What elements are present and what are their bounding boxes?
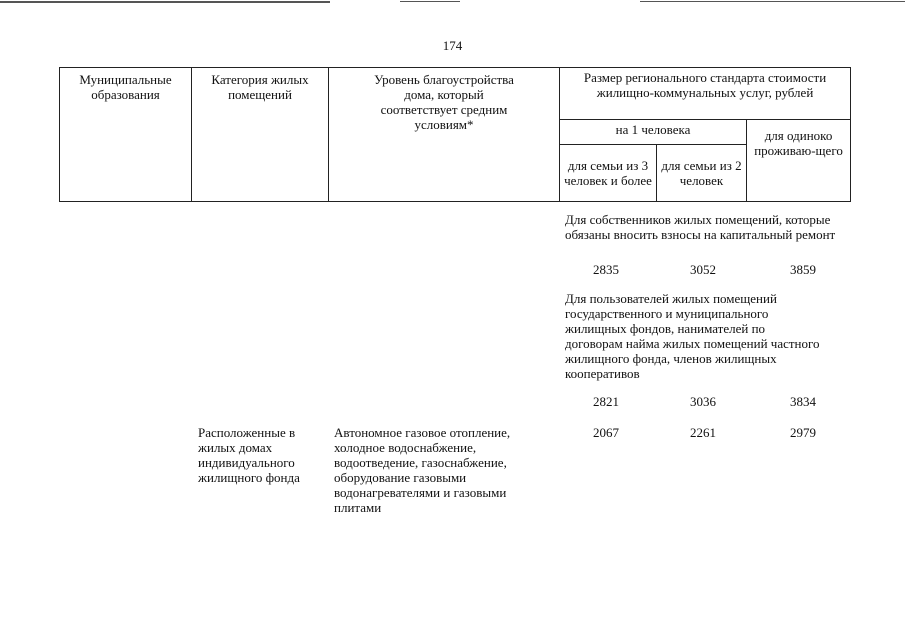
value-owners-single: 3859 [790, 262, 816, 277]
header-size: Размер регионального стандарта стоимости жилищно-коммунальных услуг, рублей [560, 68, 851, 120]
header-category: Категория жилых помещений [192, 68, 329, 202]
header-level [329, 68, 560, 202]
value-row-single: 2979 [790, 425, 816, 440]
section-heading-owners: Для собственников жилых помещений, которые обязаны вносить взносы на капитальный ремонт [565, 212, 836, 242]
header-family3: для семьи из 3 человек и более [560, 145, 657, 202]
header-family2: для семьи из 2 человек [657, 145, 747, 202]
value-row-family3: 2067 [593, 425, 619, 440]
header-level-line1: Уровень благоустройства дома, который [374, 72, 514, 102]
header-single: для одиноко проживаю-щего [747, 120, 851, 202]
scan-artifact [400, 1, 460, 2]
value-users-family3: 2821 [593, 394, 619, 409]
value-users-single: 3834 [790, 394, 816, 409]
row-level: Автономное газовое отопление, холодное водоснабжение, водоотведение, газоснабжение, оборудование газовыми водонагревателями и газовыми плитами [334, 425, 511, 515]
header-level-line2: соответствует средним условиям* [380, 102, 508, 132]
value-row-family2: 2261 [690, 425, 716, 440]
row-category: Расположенные в жилых домах индивидуального жилищного фонда [198, 425, 300, 485]
scan-artifact [640, 1, 905, 2]
header-per-person: на 1 человека [560, 120, 747, 145]
header-table [59, 67, 851, 202]
scan-artifact [0, 1, 330, 3]
value-owners-family2: 3052 [690, 262, 716, 277]
section-heading-users: Для пользователей жилых помещений государственного и муниципального жилищных фондов, нанимателей по договорам найма жилых помещений частного жилищного фонда, членов жилищных кооперативов [565, 291, 820, 381]
page-number: 174 [442, 38, 463, 53]
value-owners-family3: 2835 [593, 262, 619, 277]
value-users-family2: 3036 [690, 394, 716, 409]
header-municipal: Муниципальные образования [60, 68, 192, 202]
